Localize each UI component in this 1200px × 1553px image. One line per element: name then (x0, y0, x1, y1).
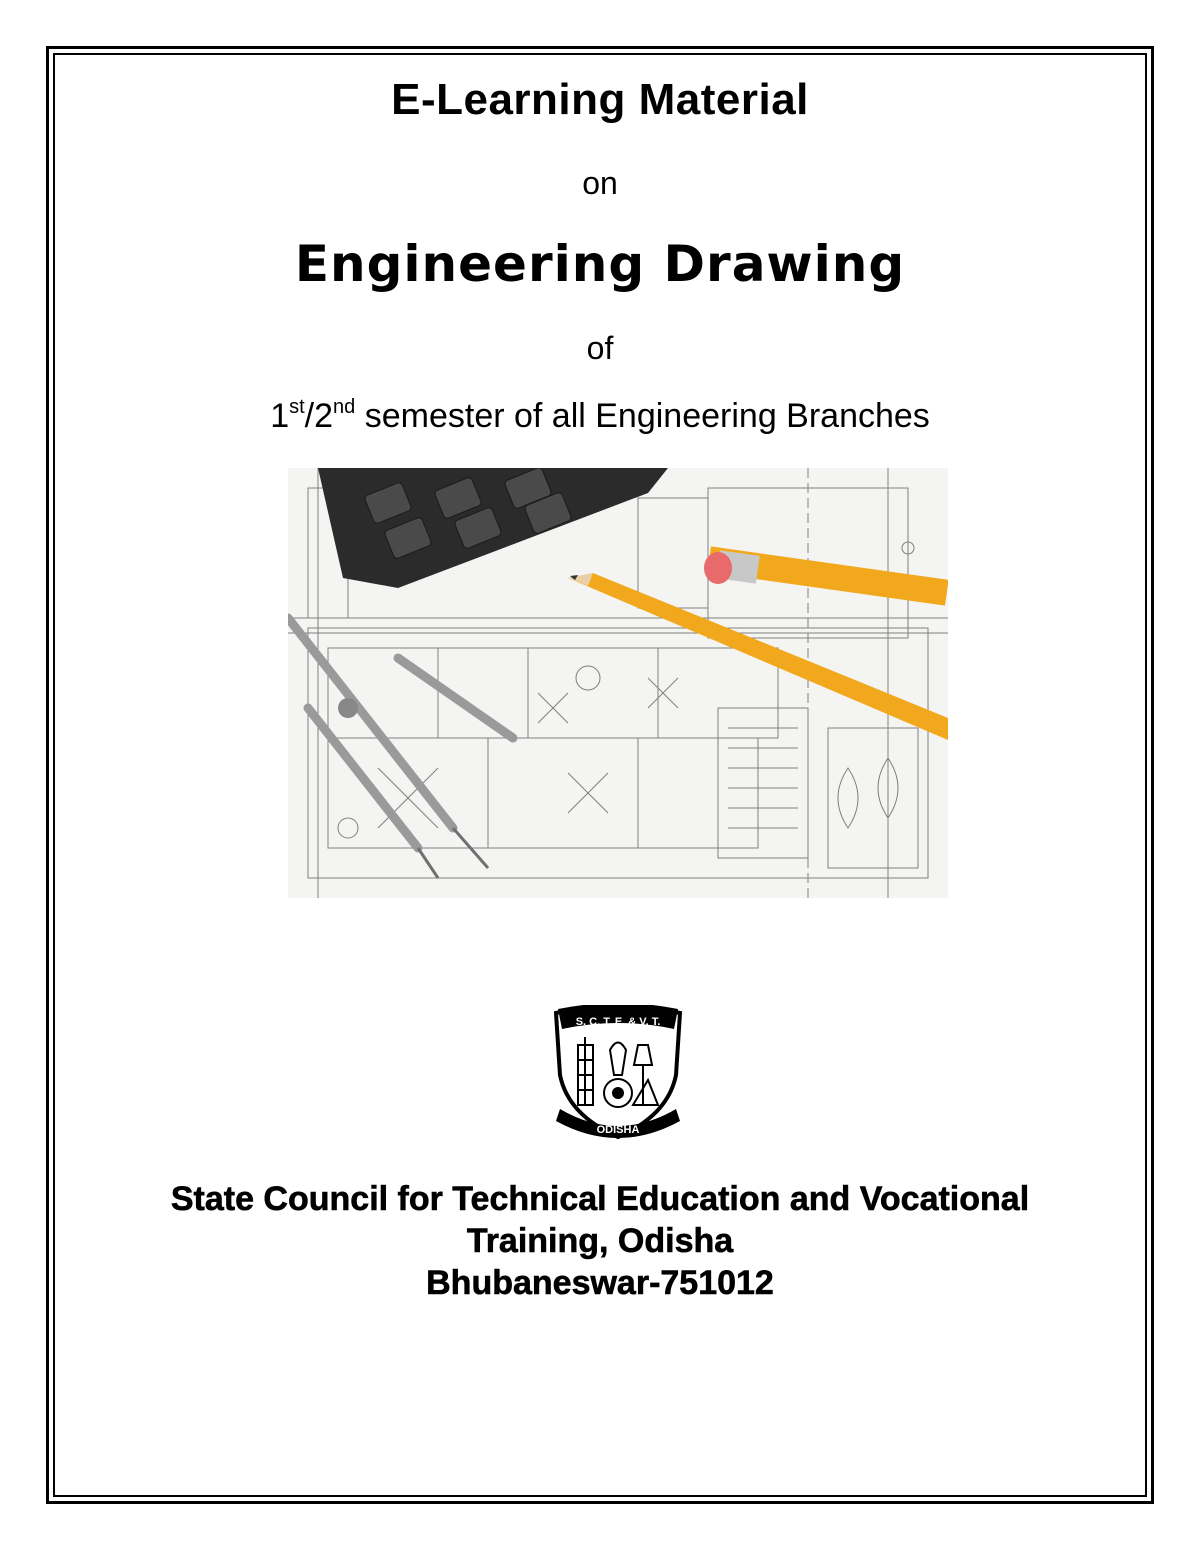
council-name (0, 1178, 1200, 1304)
scte-vt-emblem-logo (548, 1005, 688, 1143)
engineering-drawing-photo (288, 468, 948, 898)
semester-line (0, 397, 1200, 436)
svg-text:S. C. T. E. & V. T.: S. C. T. E. & V. T. (575, 1016, 661, 1028)
semester-second-sup: nd (333, 396, 356, 418)
svg-text:ODISHA: ODISHA (596, 1124, 640, 1136)
document-title: E-Learning Material (391, 75, 809, 124)
semester-second-num: /2 (304, 397, 334, 435)
council-line-3: Bhubaneswar-751012 (426, 1264, 774, 1302)
council-line-2: Training, Odisha (466, 1222, 734, 1260)
of-text: of (586, 330, 614, 366)
semester-first-num: 1 (270, 397, 290, 435)
on-text: on (582, 165, 618, 201)
subject-title: Engineering Drawing (294, 235, 906, 293)
council-line-1: State Council for Technical Education and Vocational (170, 1180, 1030, 1218)
semester-first-sup: st (289, 396, 305, 418)
semester-rest: semester of all Engineering Branches (355, 397, 930, 435)
